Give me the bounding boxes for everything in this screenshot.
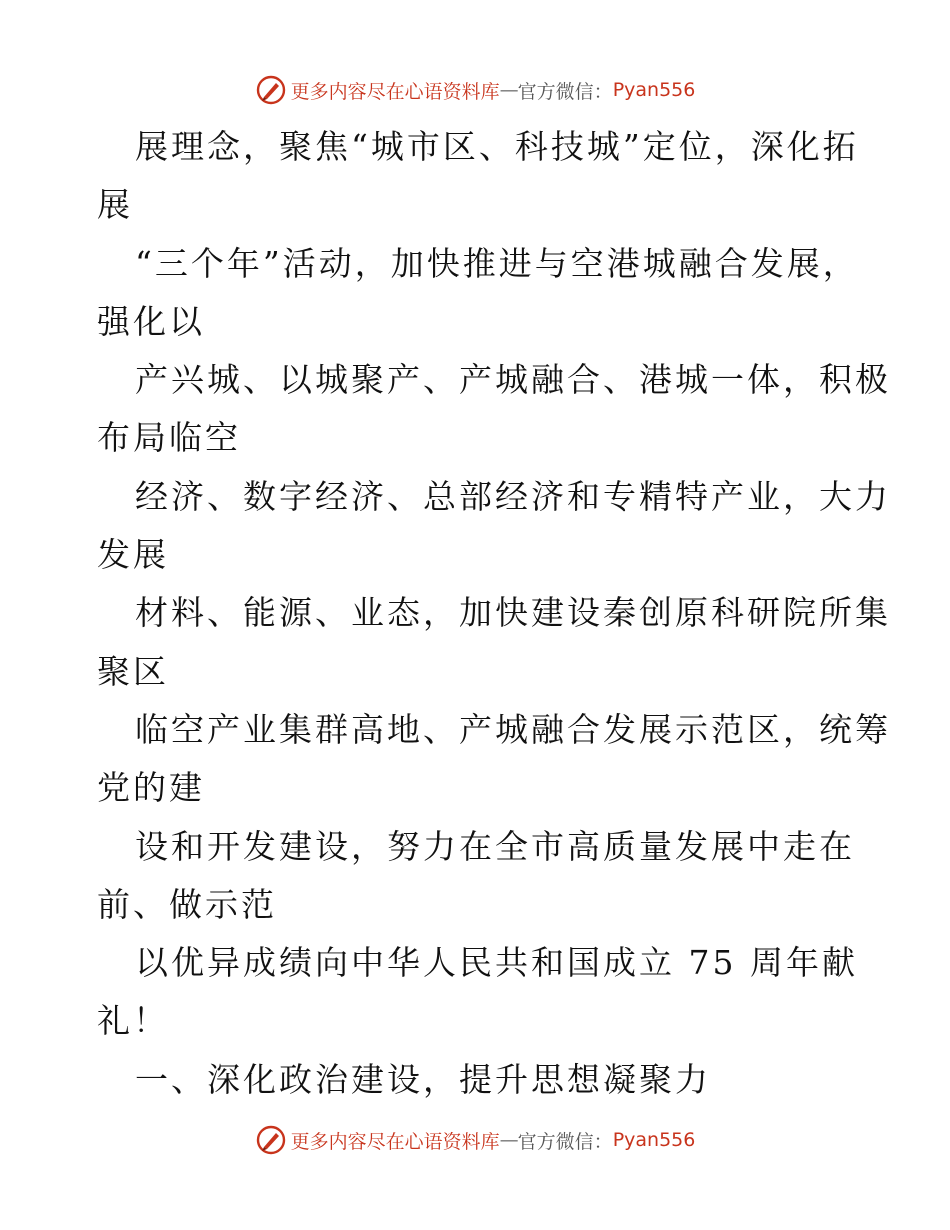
text-line: 强化以 xyxy=(97,301,205,341)
text-line: 发展 xyxy=(97,535,169,575)
document-body xyxy=(97,118,891,1109)
watermark-separator: — xyxy=(499,1129,518,1151)
text-line: 以优异成绩向中华人民共和国成立 75 周年献 xyxy=(135,943,858,983)
watermark-header xyxy=(0,68,950,112)
text-line: 展 xyxy=(97,185,133,225)
text-line: 材料、能源、业态，加快建设秦创原科研院所集 xyxy=(135,593,891,633)
watermark-id: Pyan556 xyxy=(612,79,696,101)
text-line: 经济、数字经济、总部经济和专精特产业，大力 xyxy=(135,476,891,516)
text-line: 聚区 xyxy=(97,651,169,691)
watermark-label: 官方微信： xyxy=(517,1130,613,1153)
watermark-separator: — xyxy=(499,79,518,101)
text-line: 党的建 xyxy=(97,768,205,808)
text-line: 展理念，聚焦“城市区、科技城”定位，深化拓 xyxy=(135,127,859,166)
watermark-footer xyxy=(0,1118,950,1162)
text-line: “三个年”活动，加快推进与空港城融合发展， xyxy=(135,243,859,283)
watermark-site: 更多内容尽在心语资料库 xyxy=(290,1130,500,1153)
watermark-site: 更多内容尽在心语资料库 xyxy=(290,80,500,103)
text-line: 礼！ xyxy=(97,1001,169,1041)
section-heading: 一、深化政治建设，提升思想凝聚力 xyxy=(135,1059,711,1099)
text-line: 前、做示范 xyxy=(97,884,277,924)
pen-logo-icon xyxy=(255,74,287,106)
watermark-id: Pyan556 xyxy=(612,1129,696,1151)
text-line: 布局临空 xyxy=(97,418,241,458)
text-line: 设和开发建设，努力在全市高质量发展中走在 xyxy=(135,826,855,866)
text-line: 产兴城、以城聚产、产城融合、港城一体，积极 xyxy=(135,360,891,400)
pen-logo-icon xyxy=(255,1124,287,1156)
text-line: 临空产业集群高地、产城融合发展示范区，统筹 xyxy=(135,709,891,749)
watermark-label: 官方微信： xyxy=(517,80,613,103)
